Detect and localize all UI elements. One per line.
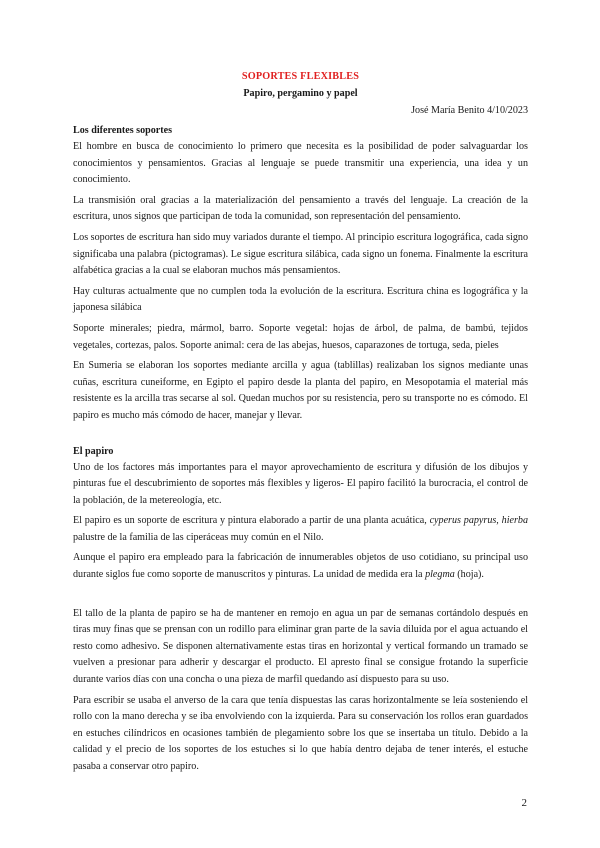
paragraph: Soporte minerales; piedra, mármol, barro. Soporte vegetal: hojas de árbol, de palma, de bambú, tejidos vegetales, cortezas, palos. Soporte animal: cera de las abejas, huesos, caparazones de tortuga, seda, pieles xyxy=(73,322,528,351)
document-subtitle: Papiro, pergamino y papel xyxy=(243,88,358,99)
paragraph: Uno de los factores más importantes para el mayor aprovechamiento de escritura y difusión de los dibujos y pinturas fue el descubrimiento de soportes más flexibles y ligeros- El papiro facilitó la burocracia, el control de la población, de la metereología, etc. xyxy=(73,461,528,506)
italic-term: plegma xyxy=(425,569,455,581)
paragraph-text: Aunque el papiro era empleado para la fabricación de innumerables objetos de uso cotidiano, su principal uso durante siglos fue como soporte de manuscritos y pinturas. La unidad de medida era la xyxy=(73,552,528,581)
author-date: José María Benito 4/10/2023 xyxy=(411,105,528,116)
paragraph: Para escribir se usaba el anverso de la cara que tenía dispuestas las caras horizontalmente se leía sosteniendo el rollo con la mano derecha y se iba envolviendo con la izquierda. Para su conservación los rollos eran guardados en estuches cilíndricos en ocasiones también de plegamiento sobre los que se insertaba un título. Debido a la calidad y el precio de los soportes de los estuches si lo que había dentro dejaba de tener interés, el estuche pasaba a conservar otro papiro. xyxy=(73,694,528,772)
paragraph xyxy=(73,550,528,583)
page-number: 2 xyxy=(521,797,527,809)
paragraph-text: (hoja). xyxy=(454,569,484,581)
paragraph: Hay culturas actualmente que no cumplen toda la evolución de la escritura. Escritura china es logográfica y la japonesa silábica xyxy=(73,285,528,314)
section-heading-papiro: El papiro xyxy=(73,445,114,457)
paragraph: El hombre en busca de conocimiento lo primero que necesita es la posibilidad de poder salvaguardar los conocimientos y pensamientos. Gracias al lenguaje se puede transmitir una experiencia, una idea y un conocimiento. xyxy=(73,141,528,186)
italic-term: cyperus papyrus, hierba xyxy=(429,515,529,527)
paragraph xyxy=(73,513,528,546)
paragraph: El tallo de la planta de papiro se ha de mantener en remojo en agua un par de semanas cortándolo después en tiras muy finas que se prensan con un rodillo para eliminar gran parte de la savia diluida por el agua actuando el resto como adhesivo. Se disponen alternativamente estas tiras en horizontal y vertical formando un tramado se vuelven a presionar para adherir y descargar el producto. El apresto final se consigue frotando la superficie durante varios días con una concha o una pieza de marfil quedando así dispuesto para su uso. xyxy=(73,607,528,686)
page-content xyxy=(73,68,528,780)
paragraph: Los soportes de escritura han sido muy variados durante el tiempo. Al principio escritura logográfica, cada signo significaba una palabra (pictogramas). Le sigue escritura silábica, cada signo un fonema. Finalmente la escritura alfabética gracias a la cual se elaboran muchos más pensamientos. xyxy=(73,231,528,277)
paragraph-text: El papiro es un soporte de escritura y pintura elaborado a partir de una planta acuática, xyxy=(73,515,430,527)
section-heading-soportes: Los diferentes soportes xyxy=(73,125,173,136)
paragraph: En Sumeria se elaboran los soportes mediante arcilla y agua (tablillas) realizaban los signos mediante unas cuñas, escritura cuneiforme, en Egipto el papiro desde la planta del papiro, en Mesopotamia el material más resistente es la arcilla tras secarse al sol. Quedan muchos por su resistencia, pero su transporte no es cómodo. El papiro es mucho más cómodo de hacer, manejar y llevar. xyxy=(73,360,528,421)
paragraph: La transmisión oral gracias a la materialización del pensamiento a través del lenguaje. La creación de la escritura, unos signos que participan de toda la comunidad, son representación del pensamiento. xyxy=(73,194,528,223)
paragraph-text: palustre de la familia de las ciperáceas muy común en el Nilo. xyxy=(73,531,324,543)
document-title: SOPORTES FLEXIBLES xyxy=(241,71,360,82)
